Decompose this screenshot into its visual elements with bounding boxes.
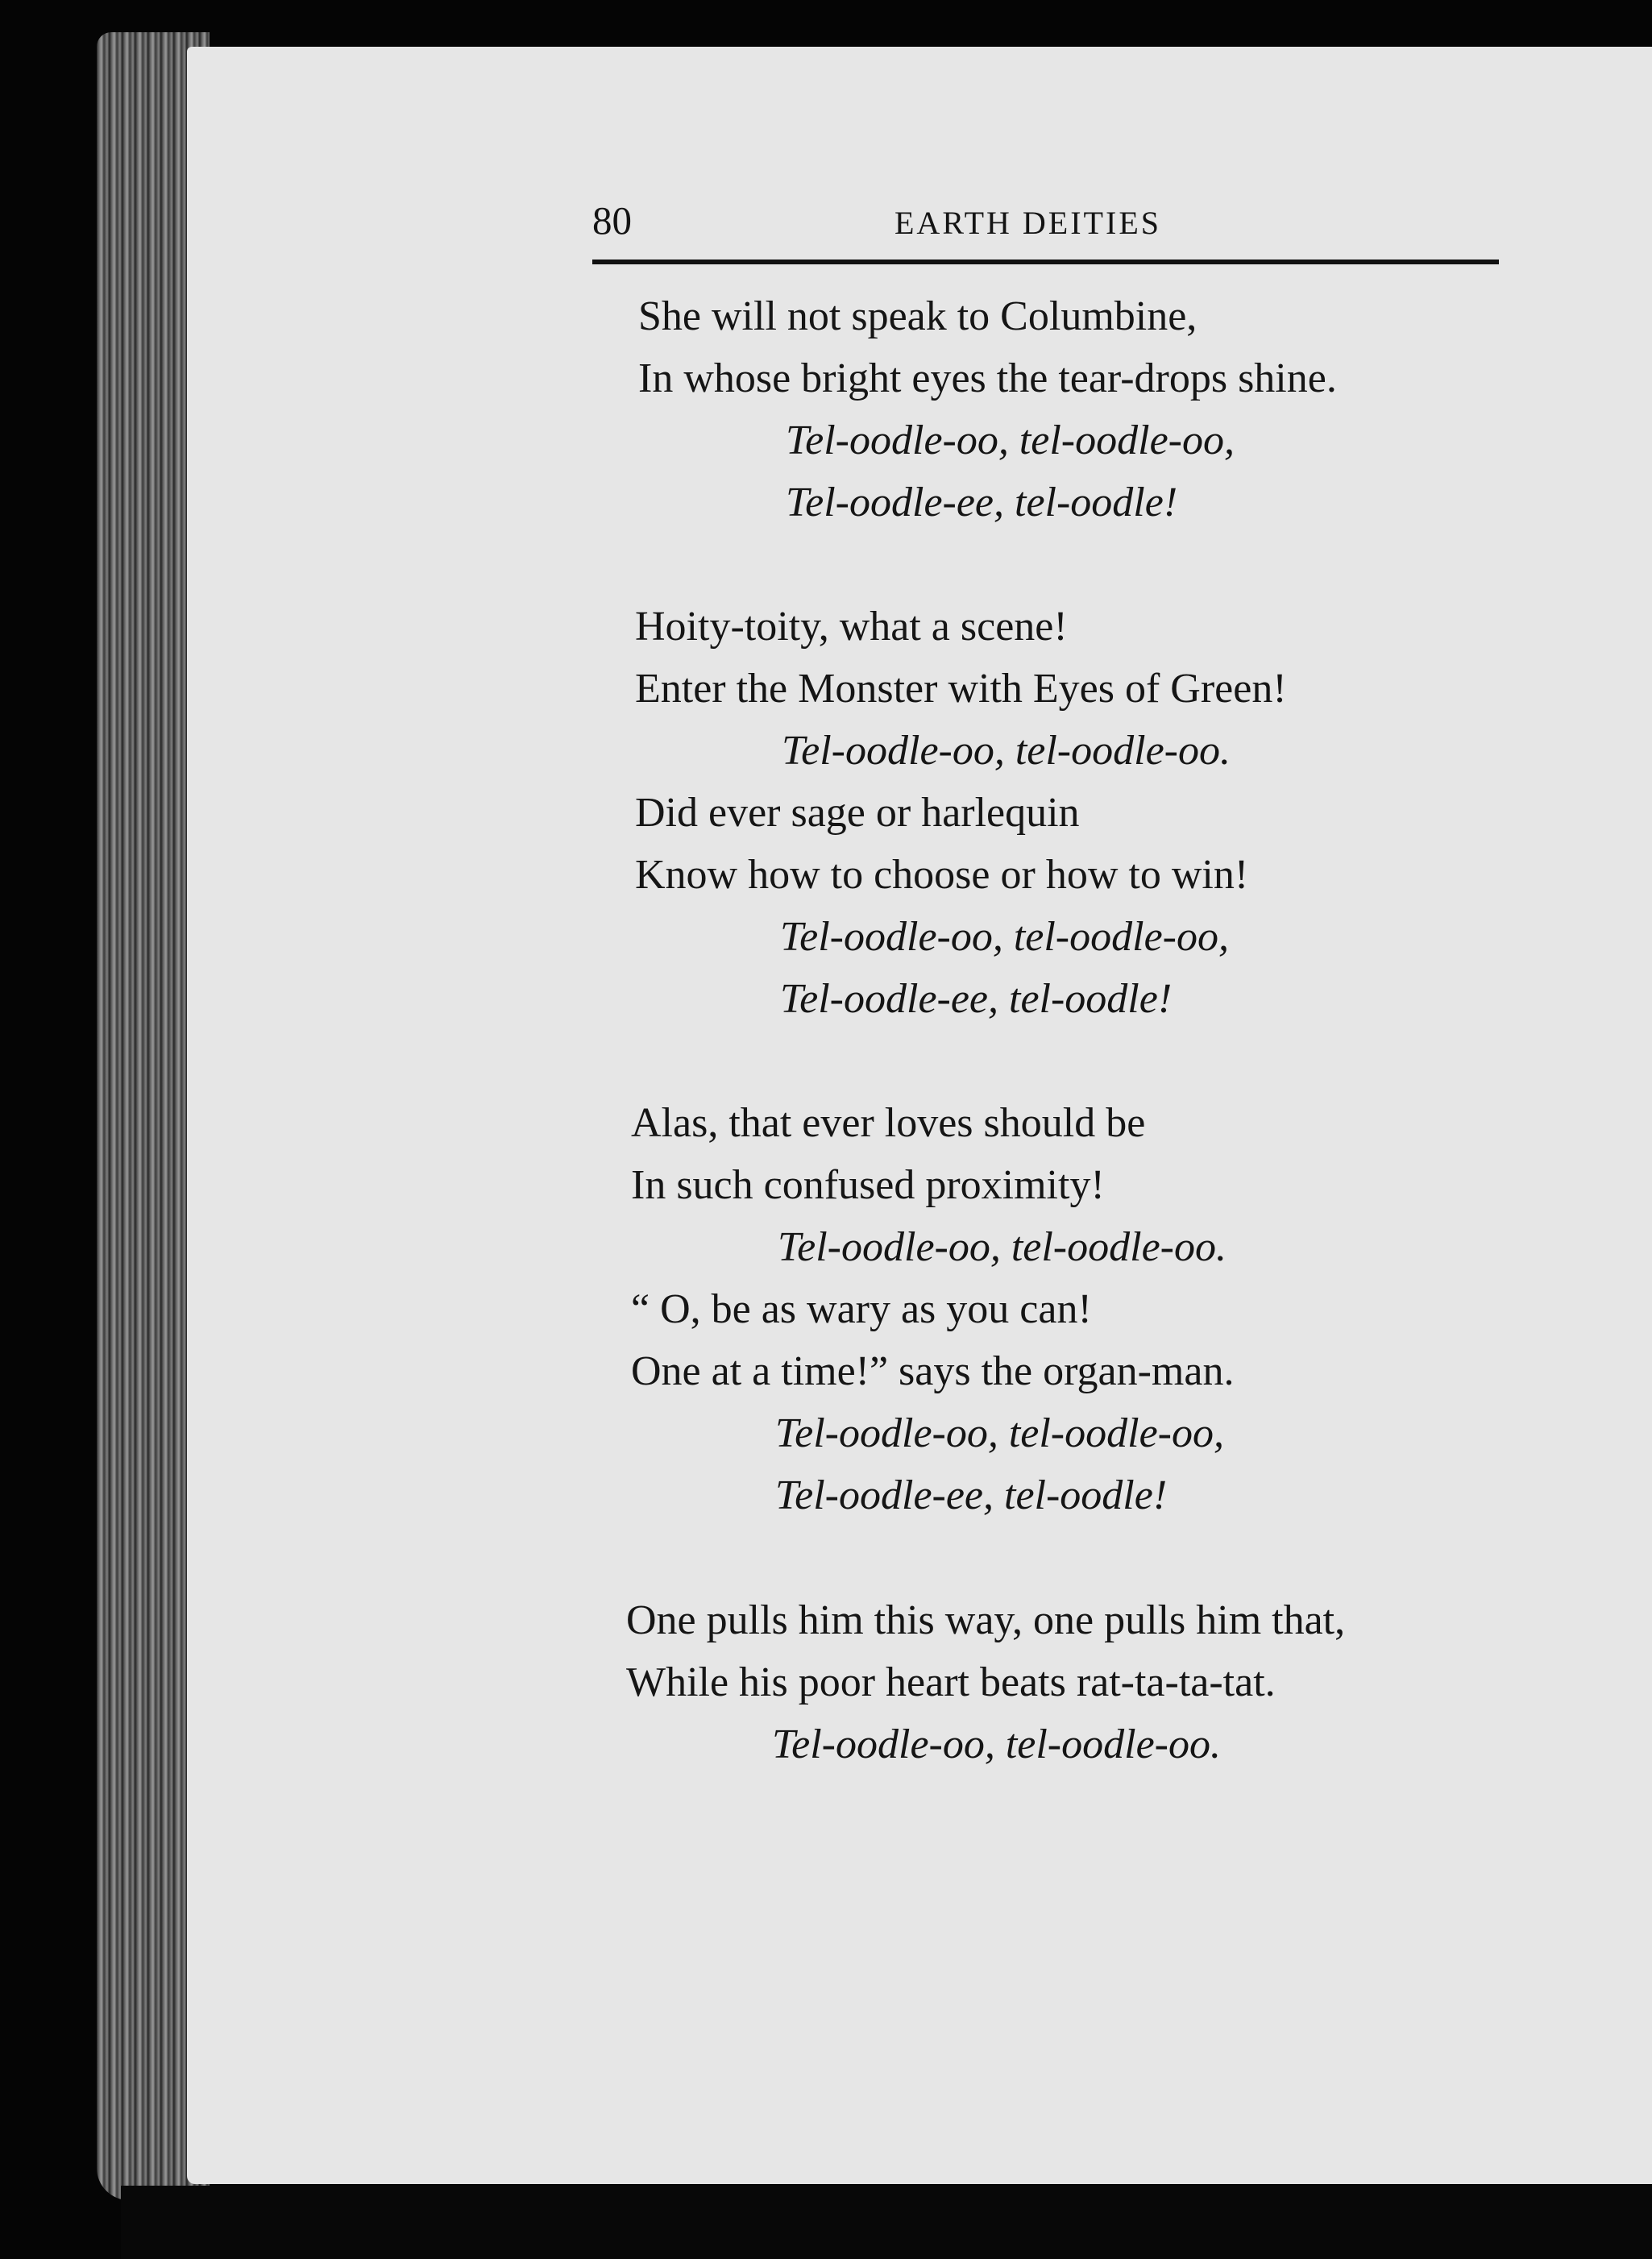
scan-border	[121, 2186, 1652, 2259]
refrain-line: Tel-oodle-oo, tel-oodle-oo,	[780, 914, 1229, 960]
refrain-line: Tel-oodle-ee, tel-oodle!	[775, 1472, 1168, 1518]
poem-line: Know how to choose or how to win!	[635, 852, 1249, 898]
poem-line: Did ever sage or harlequin	[635, 790, 1080, 836]
poem-line: While his poor heart beats rat-ta-ta-tat.	[626, 1659, 1276, 1705]
poem-line: In whose bright eyes the tear-drops shine.	[638, 355, 1337, 401]
poem-line: Enter the Monster with Eyes of Green!	[635, 666, 1287, 712]
poem-line: “ O, be as wary as you can!	[631, 1286, 1092, 1332]
refrain-line: Tel-oodle-oo, tel-oodle-oo.	[772, 1721, 1221, 1767]
poem-line: Hoity-toity, what a scene!	[635, 604, 1068, 650]
refrain-line: Tel-oodle-oo, tel-oodle-oo.	[782, 728, 1231, 774]
refrain-line: Tel-oodle-ee, tel-oodle!	[786, 480, 1178, 525]
poem-line: One at a time!” says the organ-man.	[631, 1348, 1235, 1394]
page-number: 80	[592, 198, 632, 243]
refrain-line: Tel-oodle-oo, tel-oodle-oo.	[778, 1224, 1227, 1270]
poem-line: One pulls him this way, one pulls him that,	[626, 1597, 1346, 1643]
running-head: EARTH DEITIES	[894, 205, 1161, 241]
poem-line: She will not speak to Columbine,	[638, 293, 1197, 339]
poem-line: Alas, that ever loves should be	[631, 1100, 1146, 1146]
refrain-line: Tel-oodle-ee, tel-oodle!	[780, 976, 1173, 1022]
refrain-line: Tel-oodle-oo, tel-oodle-oo,	[775, 1410, 1224, 1456]
refrain-line: Tel-oodle-oo, tel-oodle-oo,	[786, 417, 1235, 463]
header-rule	[592, 260, 1499, 264]
poem-line: In such confused proximity!	[631, 1162, 1105, 1208]
